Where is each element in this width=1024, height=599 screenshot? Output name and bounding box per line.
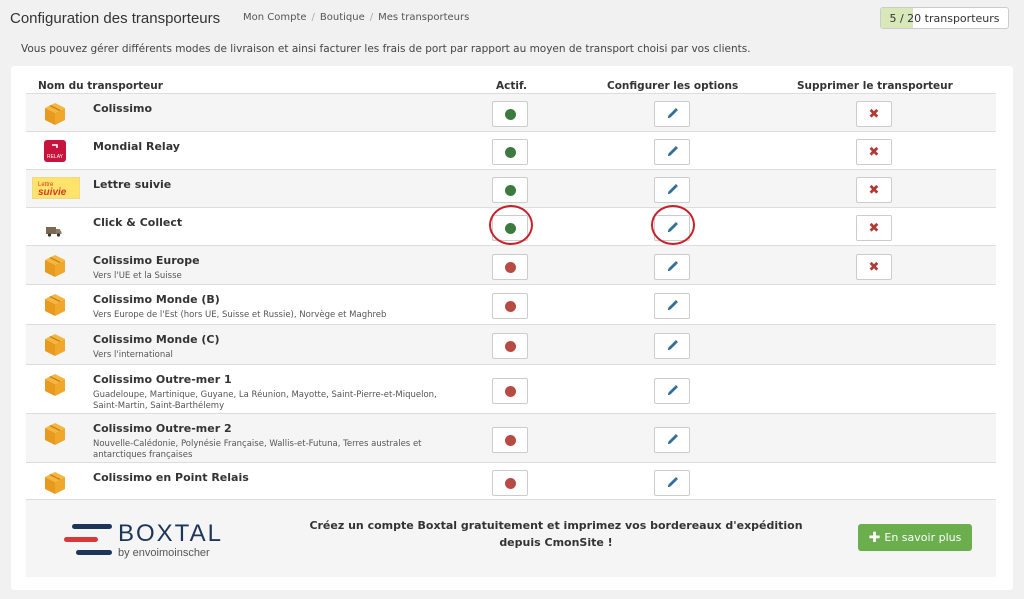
configure-options-button[interactable] <box>654 378 690 404</box>
carrier-row <box>26 284 996 324</box>
highlight-circle-configure <box>651 205 695 245</box>
carrier-name: Lettre suivie <box>93 178 172 191</box>
delete-carrier-button[interactable] <box>856 139 892 165</box>
carrier-row <box>26 93 996 131</box>
colissimo-box-icon <box>44 422 66 450</box>
colissimo-box-icon <box>44 293 66 321</box>
close-icon: ✖ <box>868 259 880 275</box>
column-header-name: Nom du transporteur <box>38 80 163 92</box>
svg-text:Lettre: Lettre <box>38 182 54 188</box>
carrier-name: Colissimo en Point Relais <box>93 471 249 484</box>
truck-icon <box>46 222 62 241</box>
configure-options-button[interactable] <box>654 139 690 165</box>
carrier-name: Click & Collect <box>93 216 183 229</box>
carrier-name: Colissimo Europe <box>93 254 200 267</box>
highlight-circle-active <box>489 205 533 245</box>
carrier-description: Vers Europe de l'Est (hors UE, Suisse et Russie), Norvège et Maghreb <box>93 310 387 320</box>
status-inactive-dot <box>505 262 516 273</box>
pencil-icon <box>666 382 679 401</box>
toggle-active-button[interactable] <box>492 378 528 404</box>
colissimo-box-icon <box>44 373 66 401</box>
column-header-configure: Configurer les options <box>607 80 739 92</box>
carrier-row <box>26 462 996 499</box>
column-header-delete: Supprimer le transporteur <box>797 80 953 92</box>
mondial-relay-logo <box>44 140 66 166</box>
colissimo-box-icon <box>44 254 66 282</box>
carrier-description: Nouvelle-Calédonie, Polynésie Française, Wallis-et-Futuna, Terres australes et antarctiques françaises <box>93 439 422 460</box>
status-inactive-dot <box>505 301 516 312</box>
status-active-dot <box>505 185 516 196</box>
carrier-row <box>26 364 996 413</box>
pencil-icon <box>666 297 679 316</box>
configure-options-button[interactable] <box>654 293 690 319</box>
breadcrumb-item-shop[interactable]: Boutique <box>319 12 365 23</box>
learn-more-button[interactable] <box>858 524 972 551</box>
configure-options-button[interactable] <box>654 333 690 359</box>
delete-carrier-button[interactable] <box>856 101 892 127</box>
delete-carrier-button[interactable] <box>856 254 892 280</box>
toggle-active-button[interactable] <box>492 139 528 165</box>
status-active-dot <box>505 147 516 158</box>
toggle-active-button[interactable] <box>492 101 528 127</box>
carrier-name: Colissimo Monde (C) <box>93 333 220 346</box>
boxtal-logo-subtitle: by envoimoinscher <box>118 547 210 559</box>
boxtal-logo-stripes <box>62 520 114 560</box>
pencil-icon <box>666 105 679 124</box>
close-icon: ✖ <box>868 144 880 160</box>
close-icon: ✖ <box>868 220 880 236</box>
carrier-name: Colissimo Outre-mer 1 <box>93 373 232 386</box>
configure-options-button[interactable] <box>654 254 690 280</box>
toggle-active-button[interactable] <box>492 177 528 203</box>
colissimo-box-icon <box>44 471 66 499</box>
configure-options-button[interactable] <box>654 101 690 127</box>
carrier-count-badge <box>880 7 1009 29</box>
carrier-row <box>26 413 996 462</box>
delete-carrier-button[interactable] <box>856 215 892 241</box>
status-inactive-dot <box>505 478 516 489</box>
carrier-name: Colissimo Outre-mer 2 <box>93 422 232 435</box>
configure-options-button[interactable] <box>654 470 690 496</box>
intro-text: Vous pouvez gérer différents modes de livraison et ainsi facturer les frais de port par rapport au moyen de transport choisi par vos clients. <box>21 43 751 55</box>
pencil-icon <box>666 258 679 277</box>
breadcrumb <box>243 12 469 23</box>
breadcrumb-item-account[interactable]: Mon Compte <box>243 12 307 23</box>
toggle-active-button[interactable] <box>492 333 528 359</box>
breadcrumb-separator: / <box>369 12 374 23</box>
status-inactive-dot <box>505 386 516 397</box>
pencil-icon <box>666 431 679 450</box>
carrier-count-label: 5 / 20 transporteurs <box>889 11 1000 25</box>
top-bar <box>0 0 1024 36</box>
carrier-row <box>26 169 996 207</box>
column-header-active: Actif. <box>496 80 527 92</box>
carrier-row <box>26 324 996 364</box>
boxtal-promo <box>26 499 996 577</box>
carrier-description: Guadeloupe, Martinique, Guyane, La Réunion, Mayotte, Saint-Pierre-et-Miquelon, Saint-Martin, Saint-Barthélemy <box>93 390 437 411</box>
close-icon: ✖ <box>868 182 880 198</box>
boxtal-cta-text: Créez un compte Boxtal gratuitement et imprimez vos bordereaux d'expédition depuis CmonSite ! <box>309 519 803 549</box>
configure-options-button[interactable] <box>654 177 690 203</box>
carrier-row <box>26 245 996 284</box>
lettre-suivie-logo <box>32 177 80 203</box>
carrier-name: Mondial Relay <box>93 140 180 153</box>
svg-text:RELAY: RELAY <box>46 154 64 160</box>
learn-more-label: En savoir plus <box>884 531 962 544</box>
carrier-name: Colissimo <box>93 102 153 115</box>
toggle-active-button[interactable] <box>492 293 528 319</box>
plus-icon: ✚ <box>868 529 881 546</box>
carrier-description: Vers l'international <box>93 350 173 360</box>
carrier-row <box>26 131 996 169</box>
close-icon: ✖ <box>868 106 880 122</box>
configure-options-button[interactable] <box>654 427 690 453</box>
carrier-name: Colissimo Monde (B) <box>93 293 220 306</box>
pencil-icon <box>666 143 679 162</box>
breadcrumb-separator: / <box>311 12 315 23</box>
pencil-icon <box>666 181 679 200</box>
status-active-dot <box>505 109 516 120</box>
svg-text:suivie: suivie <box>38 187 67 198</box>
colissimo-box-icon <box>44 102 66 130</box>
page-title: Configuration des transporteurs <box>10 10 221 27</box>
pencil-icon <box>666 474 679 493</box>
boxtal-logo: BOXTAL <box>118 520 223 547</box>
pencil-icon <box>666 337 679 356</box>
delete-carrier-button[interactable] <box>856 177 892 203</box>
toggle-active-button[interactable] <box>492 427 528 453</box>
toggle-active-button[interactable] <box>492 254 528 280</box>
toggle-active-button[interactable] <box>492 470 528 496</box>
status-inactive-dot <box>505 435 516 446</box>
colissimo-box-icon <box>44 333 66 361</box>
carrier-description: Vers l'UE et la Suisse <box>93 271 182 281</box>
breadcrumb-item-carriers: Mes transporteurs <box>378 12 470 23</box>
status-inactive-dot <box>505 341 516 352</box>
